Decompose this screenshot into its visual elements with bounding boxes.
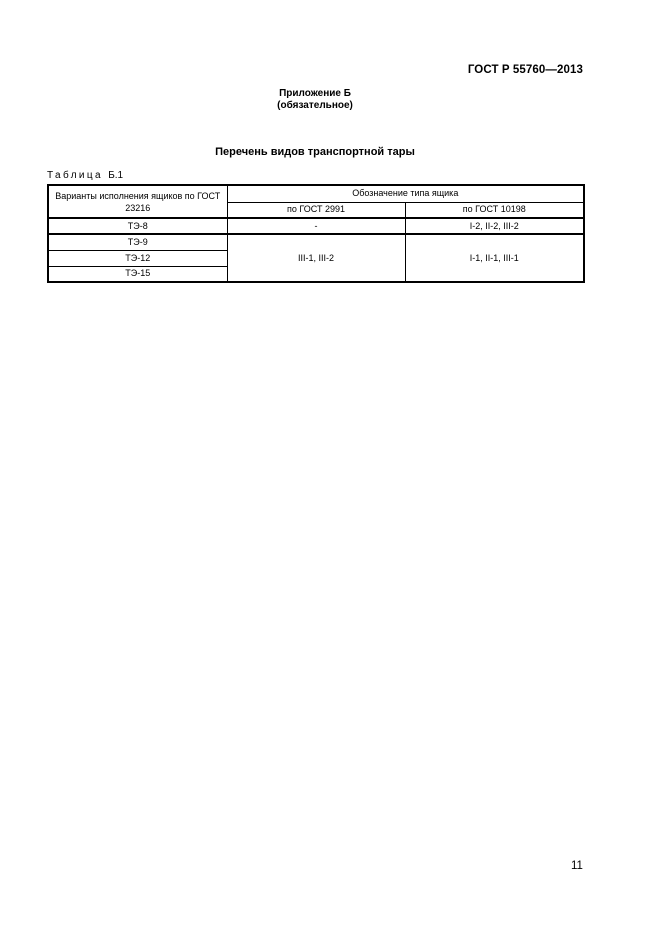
header-box-type-group: Обозначение типа ящика (227, 185, 584, 202)
cell-te8-gost-10198: I-2, II-2, III-2 (405, 218, 584, 234)
header-gost-2991: по ГОСТ 2991 (227, 202, 405, 218)
cell-te8-gost-2991: - (227, 218, 405, 234)
cell-group-gost-10198: I-1, II-1, III-1 (405, 234, 584, 282)
header-gost-10198: по ГОСТ 10198 (405, 202, 584, 218)
cell-group-gost-2991: III-1, III-2 (227, 234, 405, 282)
cell-variant-te15: ТЭ-15 (48, 266, 227, 282)
cell-variant-te8: ТЭ-8 (48, 218, 227, 234)
header-variants: Варианты исполнения ящиков по ГОСТ 23216 (48, 185, 227, 218)
box-types-table (47, 184, 585, 283)
table-caption-number: Б.1 (108, 170, 124, 181)
appendix-title: Приложение Б (279, 88, 351, 99)
section-title: Перечень видов транспортной тары (215, 146, 415, 158)
table-caption (47, 170, 123, 181)
cell-variant-te12: ТЭ-12 (48, 250, 227, 266)
cell-variant-te9: ТЭ-9 (48, 234, 227, 250)
page-number: 11 (571, 860, 583, 872)
table-caption-label: Таблица (47, 170, 104, 181)
appendix-status: (обязательное) (277, 100, 353, 111)
document-code: ГОСТ Р 55760—2013 (467, 64, 583, 76)
